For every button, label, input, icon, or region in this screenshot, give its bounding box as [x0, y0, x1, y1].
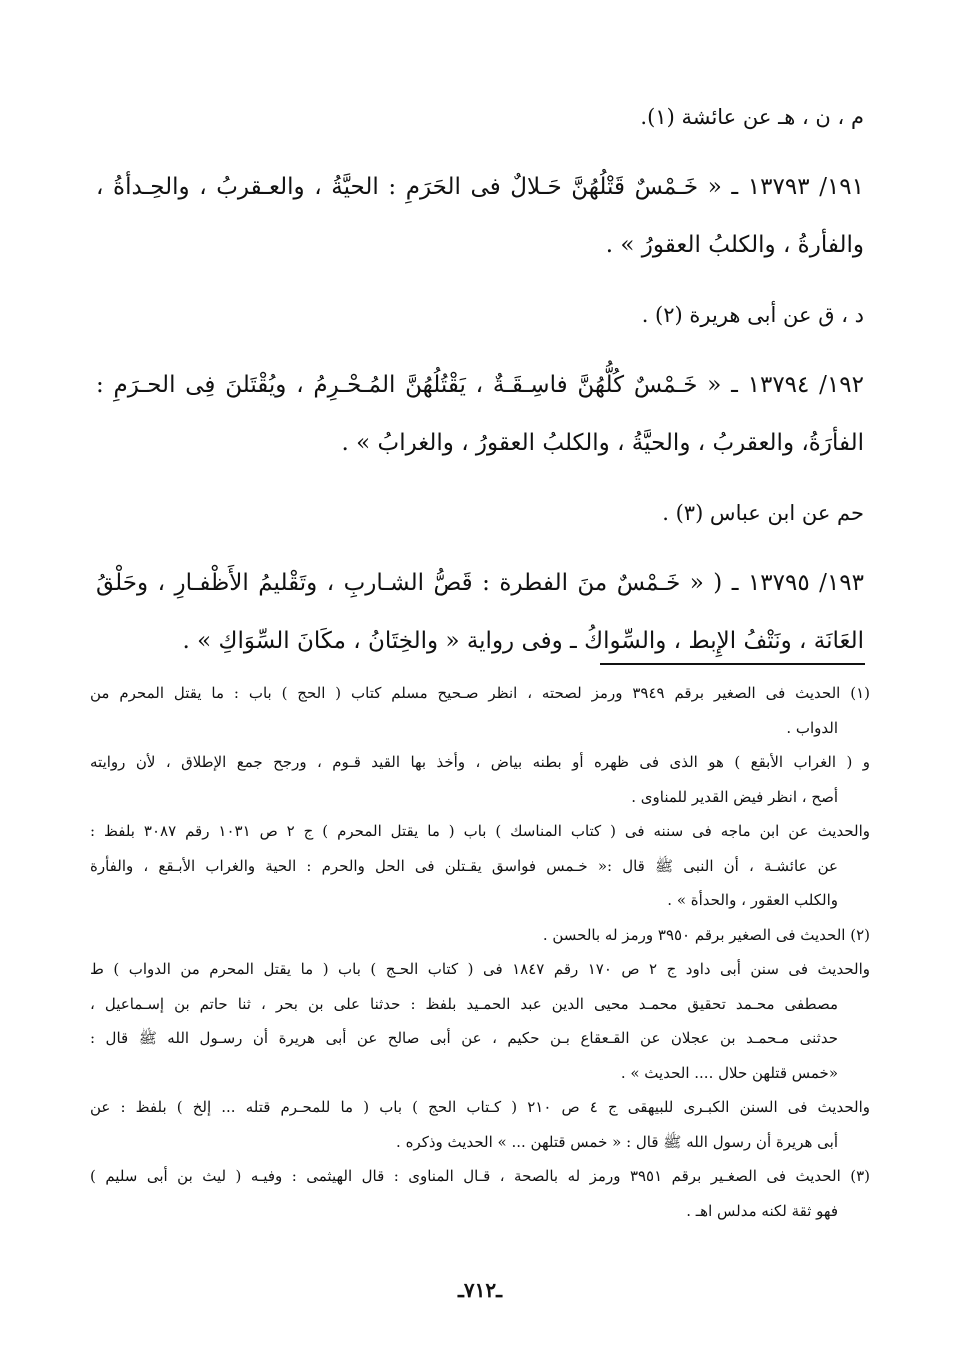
footnote-separator	[600, 663, 865, 665]
footnote-line: والحديث عن ابن ماجه فى سننه فى ( كتاب المناسك ) باب ( ما يقتل المحرم ) ج ٢ ص ١٠٣١ رقم ٣٠٨٧ بلفظ :	[90, 822, 871, 840]
footnote-line: أصح ، انظر فيض القدير للمناوى .	[631, 787, 838, 806]
footnote-line: حدثنى مـحمـد بن عجلان عن القـعقاع بـن حكيم ، عن أبى صالح عن أبى هريرة أن رسـول الله ﷺ قال :	[90, 1029, 838, 1047]
footnote-line: و ( الغراب الأبقع ) هو الذى فى ظهره أو بطنه بياض ، وأخذ بها القيد قـوم ، ورجح جمع الإطلاق ، لأن روايته	[90, 753, 870, 771]
footnote-line: عن عائشـة ، أن النبى ﷺ قال :« خـمس فواسق يقـتلن فى الحل والحرم : الحية والغراب الأبـقع ، والفأرة	[90, 856, 838, 875]
footnote-line: (٢) الحديث فى الصغير برقم ٣٩٥٠ ورمز له بالحسن .	[542, 925, 870, 944]
source-line: د ، ق عن أبى هريرة (٢) .	[641, 303, 864, 327]
hadith-193-line-1: ١٩٣/ ١٣٧٩٥ ـ ( « خَـمْسٌ منَ الفطرة : قَصُّ الشـاربِ ، وتَقْليمُ الأَظْفـارِ ، وحَلْقُ	[96, 570, 864, 596]
hadith-192-line-2: الفأرَةُ، والعقربُ ، والحيَّةُ ، والكلبُ العقورُ ، والغرابُ » .	[341, 430, 864, 456]
footnote-line: «خمس قتلهن حلال .... الحديث » .	[620, 1063, 838, 1082]
source-line: م ، ن ، هـ عن عائشة (١).	[640, 105, 864, 129]
footnotes	[90, 676, 870, 1228]
main-text	[96, 88, 864, 670]
footnote-line: والكلب العقور ، والحدأة » .	[667, 891, 838, 909]
footnote-line: الدواب .	[786, 718, 838, 737]
footnote-line: (٣) الحديث فى الصغـير برقم ٣٩٥١ ورمز له بالصحة ، قـال المناوى : قال الهيثمى : وفيـه ( ليث بن أبى سليم )	[90, 1167, 870, 1185]
footnote-line: (١) الحديث فى الصغير برقم ٣٩٤٩ ورمز لصحته ، انظر صـحيح مسلم كتاب ( الحج ) باب : ما يقتل المحرم من	[90, 684, 870, 702]
page-number: ـ٧١٢ـ	[458, 1278, 502, 1302]
footnote-line: فهو ثقة لكنه مدلس اهـ .	[686, 1201, 838, 1220]
footnote-line: والحديث فى سنن أبى داود ج ٢ ص ١٧٠ رقم ١٨٤٧ فى ( كتاب الحـج ) باب ( ما يقتل المحرم من الدواب ) ط	[90, 960, 870, 978]
footnote-line: مصطفى محـمد تحقيق محمـد محيى الدين عبد الحمـيد بلفظ : حدثنا على بن بحر ، ثنا حاتم بن إسـماعيل ،	[90, 994, 838, 1013]
hadith-193-line-2: العَانَة ، ونَتْفُ الإِبط ، والسِّواكُ ـ وفى رواية « والخِتَانُ ، مكَانَ السِّوَاكِ » .	[182, 628, 864, 654]
footnote-line: أبى هريرة أن رسول الله ﷺ قال : « خمس قتلهن ... » الحديث وذكره .	[396, 1132, 838, 1151]
hadith-191-line-1: ١٩١/ ١٣٧٩٣ ـ « خَـمْسٌ قَتْلُهُنَّ حَـلالٌ فى الحَرَمِ : الحيَّةُ ، والعـقربُ ، والحِـدأةُ ،	[96, 174, 865, 200]
source-line: حم عن ابن عباس (٣) .	[662, 501, 864, 525]
hadith-192-line-1: ١٩٢/ ١٣٧٩٤ ـ « خَـمْسٌ كُلُّهُنَّ فاسِـقَـةٌ ، يَقْتُلُهُنَّ المُـحْـرِمُ ، ويُقْتَلنَ فِى الحـرَمِ :	[96, 372, 864, 398]
footnote-line: والحديث فى السنن الكبـرى للبيهقى ج ٤ ص ٢١٠ ( كـتاب الحج ) باب ( ما للمحـرم قتله ... إلخ ) بلفظ : عن	[90, 1098, 871, 1116]
hadith-191-line-2: والفأرةُ ، والكلبُ العقورُ » .	[605, 232, 864, 258]
